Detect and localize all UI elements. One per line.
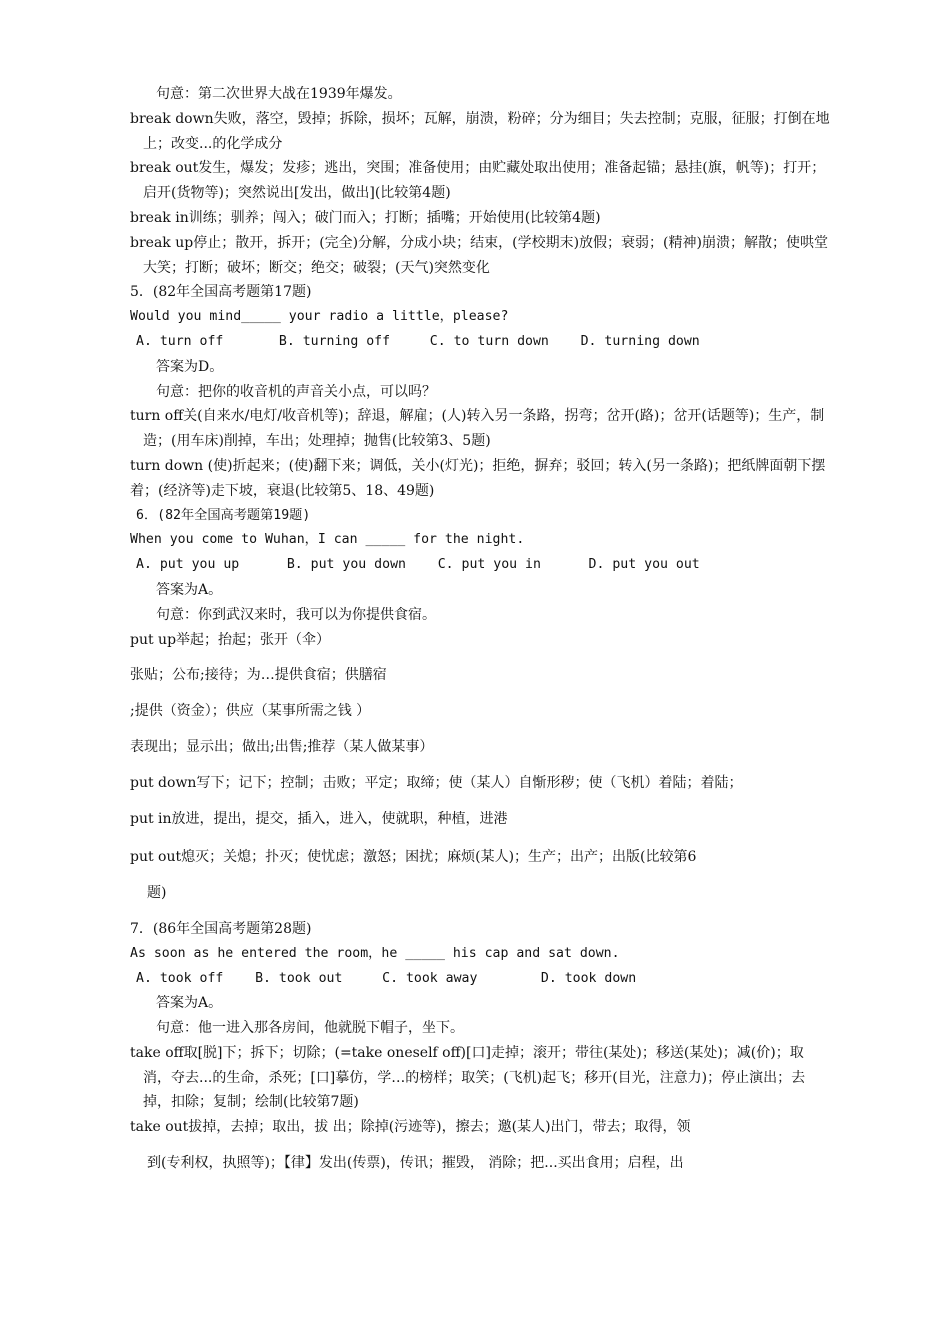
text-line: put up举起；抬起；张开（伞） bbox=[130, 631, 331, 648]
text-line: 答案为A。 bbox=[156, 995, 223, 1012]
document-body bbox=[130, 82, 830, 1176]
text-line: A. took off B. took out C. took away D. took down bbox=[136, 970, 637, 986]
text-line: 7．(86年全国高考题第28题) bbox=[130, 920, 312, 937]
text-line: break in训练；驯养；闯入；破门而入；打断；插嘴；开始使用(比较第4题) bbox=[130, 209, 601, 226]
text-line: break out发生，爆发；发疹；逃出，突围；准备使用；由贮藏处取出使用；准备起锚；悬挂(旗，帆等)；打开；启开(货物等)；突然说出[发出，做出](比较第4题) bbox=[130, 160, 826, 202]
text-line: A. turn off B. turning off C. to turn down D. turning down bbox=[136, 333, 700, 349]
text-line: take out拔掉，去掉；取出，拔 出；除掉(污迹等)，擦去；邀(某人)出门，带去；取得，领 bbox=[130, 1119, 691, 1136]
text-line: turn down (使)折起来；(使)翻下来；调低，关小(灯光)；拒绝，摒弃；驳回；转入(另一条路)；把纸牌面朝下摆着；(经济等)走下坡，衰退(比较第5、18、49题) bbox=[130, 457, 826, 499]
text-line: A. put you up B. put you down C. put you in D. put you out bbox=[136, 557, 700, 573]
text-line: turn off关(自来水/电灯/收音机等)；辞退，解雇；(人)转入另一条路，拐弯；岔开(路)；岔开(话题等)；生产，制造；(用车床)削掉，车出；处理掉；抛售(比较第3、5题) bbox=[130, 408, 825, 450]
text-line: 5．(82年全国高考题第17题) bbox=[130, 284, 312, 301]
text-line: put down写下；记下；控制；击败；平定；取缔；使（某人）自惭形秽；使（飞机）着陆；着陆； bbox=[130, 774, 743, 791]
text-line: take off取[脱]下；拆下；切除；(=take oneself off)[口]走掉；滚开；带往(某处)；移送(某处)；减(价)；取消，夺去...的生命，杀死；[口]摹仿，学…的榜样；取笑；(飞机)起飞；移开(目光，注意力)；停止演出；去掉，扣除；复制；绘制(比较第7题) bbox=[130, 1044, 806, 1111]
text-line: 句意：你到武汉来时，我可以为你提供食宿。 bbox=[156, 606, 436, 623]
text-line: break up停止；散开，拆开；(完全)分解，分成小块；结束，(学校期末)放假；衰弱；(精神)崩溃；解散；使哄堂大笑；打断；破坏；断交；绝交；破裂；(天气)突然变化 bbox=[130, 234, 828, 276]
text-line: ;提供（资金）；供应（某事所需之钱 ） bbox=[130, 703, 371, 720]
text-line: 句意：他一进入那各房间，他就脱下帽子，坐下。 bbox=[156, 1020, 464, 1037]
text-line: 6．(82年全国高考题第19题) bbox=[136, 507, 311, 523]
text-line: 表现出；显示出；做出;出售;推荐（某人做某事） bbox=[130, 738, 434, 755]
text-line: 题) bbox=[147, 885, 167, 902]
text-line: put in放进，提出，提交，插入，进入，使就职，种植，进港 bbox=[130, 810, 508, 827]
text-line: break down失败，落空，毁掉；拆除，损坏；瓦解，崩溃，粉碎；分为细目；失去控制；克服，征服；打倒在地上；改变...的化学成分 bbox=[130, 110, 830, 152]
text-line: As soon as he entered the room，he _____ his cap and sat down. bbox=[130, 945, 620, 961]
text-line: 到(专利权，执照等)；【律】发出(传票)，传讯；摧毁， 消除；把...买出食用；启程，出 bbox=[147, 1155, 684, 1172]
text-line: 句意：把你的收音机的声音关小点，可以吗？ bbox=[156, 383, 436, 400]
text-line: 张贴；公布;接待；为…提供食宿；供膳宿 bbox=[130, 667, 387, 684]
text-line: Would you mind_____ your radio a little，please? bbox=[130, 309, 509, 325]
text-line: put out熄灭；关熄；扑灭；使忧虑；激怒；困扰；麻烦(某人)；生产；出产；出版(比较第6 bbox=[130, 849, 697, 866]
text-line: 答案为D。 bbox=[156, 358, 224, 375]
text-line: When you come to Wuhan，I can _____ for the night. bbox=[130, 532, 525, 548]
text-line: 答案为A。 bbox=[156, 581, 223, 598]
text-line: 句意：第二次世界大战在1939年爆发。 bbox=[156, 86, 402, 102]
